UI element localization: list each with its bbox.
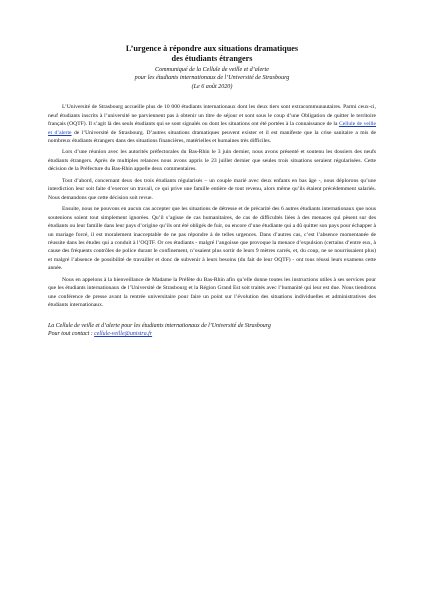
- contact-email-link[interactable]: cellule-veille@unistra.fr: [94, 330, 153, 337]
- subtitle-date: (Le 6 août 2020): [191, 83, 233, 90]
- contact-label: Pour tout contact :: [48, 330, 95, 337]
- document-subtitle: [48, 66, 376, 91]
- document-page: [48, 44, 376, 338]
- paragraph-5: Nous en appelons à la bienveillance de Madame la Préfète du Bas-Rhin afin qu’elle donne toutes les instructions utiles à ses services pour que les étudiants internationaux de l’Université de Strasbourg et la Région Grand Est soit traités avec l’humanité qui leur est due. Nous tiendrons une conférence de presse avant la rentrée universitaire pour faire un point sur l’évolution des situations individuelles et administratives des étudiants internationaux.: [48, 276, 376, 309]
- signature-block: [48, 322, 376, 338]
- paragraph-4: Ensuite, nous ne pouvons en aucun cas accepter que les situations de détresse et de précarité des 6 autres étudiants internationaux que nous soutenions soient tout simplement ignorées. Qu’il s’agisse de cas humanitaires, de cas de difficultés liées à des menaces qui pèsent sur des étudiants ou leur famille dans leur pays d’origine qu’ils ont été obligés de fuir, ou encore d’une étudiante qui a dû quitter son pays pour échapper à un mariage forcé, il est moralement inacceptable de ne pas répondre à de telles urgences. Dans d’autres cas, c’est l’absence momentanée de réussite dans les études qui a conduit à l’OQTF. Or ces étudiants - malgré l’angoisse que provoque la menace d’expulsion (certains d’entre eux, à cause des fréquents contrôles de police durant le confinement, n’osaient plus sortir de leurs 9 mètres carrés, et, du coup, ne se nourrissaient plus) et malgré l’absence de possibilité de travailler et donc de subvenir à leurs besoins (du fait de leur OQTF) - ont tous réussi leurs examens cette année.: [48, 206, 376, 272]
- signature-line: La Cellule de veille et d’alerte pour les étudiants internationaux de l’Université de Strasbourg: [48, 322, 271, 329]
- cellule-link[interactable]: Cellule de veille et d’alerte: [48, 121, 376, 136]
- contact-line: [48, 330, 376, 338]
- paragraph-2: Lors d’une réunion avec les autorités préfectorales du Bas-Rhin le 3 juin dernier, nous avons présenté et soutenu les dossiers des neufs étudiants étrangers. Après de multiples relances nous avons appris le 23 juillet dernier que seules trois situations seraient régularisées. Cette décision de la Préfecture du Bas-Rhin appelle deux commentaires.: [48, 149, 376, 173]
- paragraph-1-part-b: de l’Université de Strasbourg. D’autres situations dramatiques peuvent exister et il est manifeste que la crise sanitaire a mis de nombreux étudiants étrangers dans des situations financières, matérielles et humaines très difficiles.: [48, 129, 376, 145]
- title-line-1: L’urgence à répondre aux situations dramatiques: [125, 44, 299, 53]
- paragraph-3: Tout d’abord, concernant deux des trois étudiants régularisés – un couple marié avec deux enfants en bas âge -, nous déplorons qu’une interdiction leur soit faite d’exercer un travail, ce qui prive une famille entière de tout revenu, alors même qu’ils étaient précédemment salariés. Nous demandons que cette décision soit revue.: [48, 177, 376, 201]
- document-body: [48, 103, 376, 309]
- paragraph-1-part-a: L’Université de Strasbourg accueille plus de 10 000 étudiants internationaux dont les deux tiers sont extracommunautaires. Parmi ceux-ci, neuf étudiants inscrits à l’université ne parviennent pas à obtenir un titre de séjour et sont sous le coup d’une Obligation de quitter le territoire français (OQTF). Il s’agit là des seuls étudiants qui se sont signalés ou dont les situations ont été portées à la connaissance de la: [48, 104, 376, 128]
- title-line-2: des étudiants étrangers: [171, 54, 253, 63]
- paragraph-1: [48, 103, 376, 145]
- document-title: [48, 44, 376, 64]
- subtitle-line-1: Communiqué de la Cellule de veille et d’alerte: [155, 67, 269, 73]
- subtitle-line-2: pour les étudiants internationaux de l’Université de Strasbourg: [134, 75, 290, 82]
